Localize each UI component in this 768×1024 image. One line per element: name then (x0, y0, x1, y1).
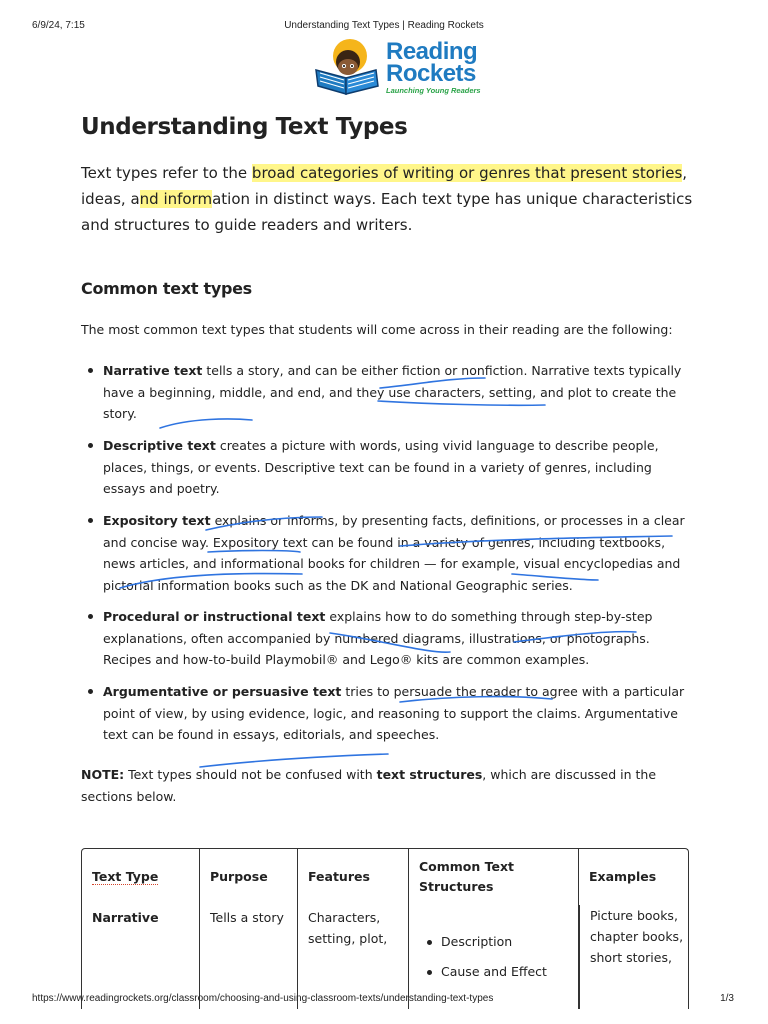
reader-mascot-icon (312, 36, 384, 98)
intro-text-1: Text types refer to the (81, 164, 252, 182)
intro-text-2: , (682, 164, 688, 182)
note-strong: text structures (376, 767, 483, 782)
table-header-text-type (92, 867, 158, 887)
note-text-1: Text types should not be confused with (124, 767, 377, 782)
list-item: Cause and Effect (427, 957, 547, 987)
table-cell-features: Characters, setting, plot, (308, 910, 388, 946)
table-column-features (297, 849, 409, 1009)
intro-highlight-1: broad categories of writing or genres that present stories (251, 164, 683, 182)
table-column-purpose (199, 849, 298, 1009)
list-item-descriptive (103, 435, 691, 500)
intro-highlight-2: nd inform (139, 190, 213, 208)
table-column-structures (408, 849, 579, 1009)
logo-tagline: Launching Young Readers (386, 86, 481, 95)
note-paragraph (81, 764, 701, 808)
page-number: 1/3 (720, 993, 734, 1004)
page-title: Understanding Text Types (81, 114, 408, 140)
note-text-2: , which are discussed in the sections below. (81, 767, 657, 804)
bullet-text: creates a picture with words, using vivid language to describe people, places, things, or events. Descriptive text can be found in a variety of genres, including essays and poetry. (103, 438, 659, 497)
list-item-narrative (103, 360, 691, 425)
bullet-term: Procedural or instructional text (103, 609, 326, 624)
bullet-text: tells a story, and can be either fiction or nonfiction. Narrative texts typically have a beginning, middle, and end, and they use characters, setting, and plot to create the story. (103, 363, 682, 422)
reading-rockets-logo[interactable] (312, 36, 482, 100)
intro-paragraph (81, 160, 701, 238)
structures-list (427, 927, 547, 987)
logo-word-reading: Reading (386, 38, 478, 65)
intro-text-4: ation in distinct ways. Each text type has unique characteristics and structures to guide readers and writers. (81, 190, 693, 234)
print-footer (0, 993, 768, 1007)
text-types-table (81, 848, 689, 1009)
table-header-examples: Examples (589, 869, 657, 884)
bullet-text: explains how to do something through step-by-step explanations, often accompanied by numbered diagrams, illustrations, or photographs. Recipes and how-to-build Playmobil® and Lego® kits are common examples. (103, 609, 653, 668)
note-label: NOTE: (81, 767, 125, 782)
table-column-text-type (82, 849, 199, 1009)
bullet-term: Expository text (103, 513, 211, 528)
section-heading: Common text types (81, 279, 252, 298)
list-item-expository (103, 510, 691, 596)
bullet-text: tries to persuade the reader to agree with a particular point of view, by using evidence, logic, and reasoning to support the claims. Argumentative text can be found in essays, editorials, and speeches. (103, 684, 685, 743)
print-header (0, 20, 768, 34)
intro-text-3: ideas, a (81, 190, 140, 208)
logo-word-rockets: Rockets (386, 60, 476, 87)
section-lead: The most common text types that students will come across in their reading are the following: (81, 322, 673, 337)
bullet-text: explains or informs, by presenting facts, definitions, or processes in a clear and concise way. Expository text can be found in a variety of genres, including textbooks, news articles, and informational books for children — for example, visual encyclopedias and pictorial information books such as the DK and National Geographic series. (103, 513, 685, 593)
table-header-structures: Common Text Structures (419, 859, 515, 894)
bullet-term: Argumentative or persuasive text (103, 684, 342, 699)
print-datetime: 6/9/24, 7:15 (32, 20, 85, 31)
table-column-examples (578, 849, 689, 1009)
print-page-title: Understanding Text Types | Reading Rockets (284, 20, 484, 31)
header-label: Text Type (92, 869, 159, 884)
bullet-term: Narrative text (103, 363, 203, 378)
page-url: https://www.readingrockets.org/classroom/choosing-and-using-classroom-texts/understanding-text-types (32, 993, 494, 1004)
table-cell-purpose: Tells a story (210, 910, 284, 925)
bullet-term: Descriptive text (103, 438, 216, 453)
table-header-features: Features (308, 869, 370, 884)
list-item: Description (427, 927, 547, 957)
table-cell-type: Narrative (92, 910, 159, 925)
list-item-argumentative (103, 681, 691, 746)
list-item-procedural (103, 606, 691, 671)
table-cell-examples: Picture books, chapter books, short stories, (579, 905, 685, 1009)
table-header-purpose: Purpose (210, 869, 268, 884)
